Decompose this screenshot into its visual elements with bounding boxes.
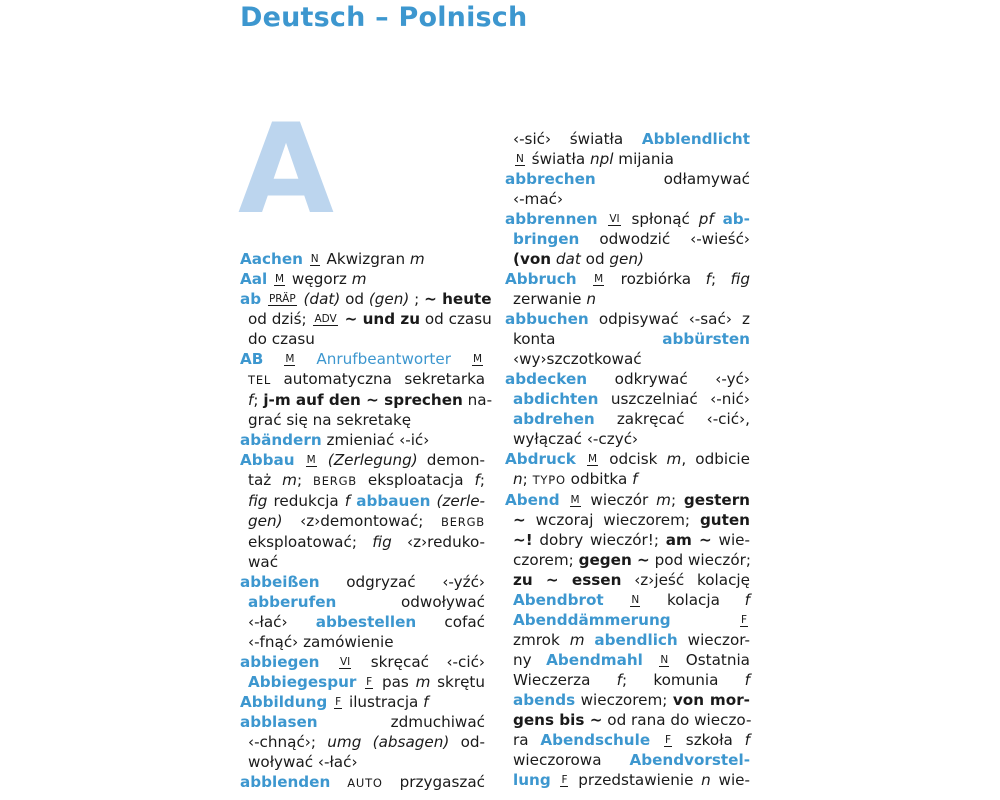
entry-line: bringen odwodzić ‹-wieść› [513, 230, 750, 248]
entry-line: abberufen odwoływać [248, 593, 485, 611]
entry-line: Abdruck M odcisk m, odbicie [505, 450, 750, 468]
entry-line: abbrechen odłamywać [505, 170, 750, 188]
entry-line: zu ~ essen ‹z›jeść kolację [513, 571, 750, 589]
entry-line: do czasu [248, 330, 315, 348]
entry-line: zmrok m abendlich wieczor- [513, 631, 751, 649]
headword: ab [240, 290, 262, 308]
entry-line: gens bis ~ od rana do wieczo- [513, 711, 752, 729]
headword: abdrehen [513, 410, 595, 428]
entry-line: abbeißen odgryzać ‹-yźć› [240, 573, 485, 591]
headword: abberufen [248, 593, 337, 611]
entry-line: ab PRÄP (dat) od (gen) ; ~ heute [240, 290, 492, 308]
entry-line: abends wieczorem; von mor- [513, 691, 750, 709]
headword: abblasen [240, 713, 318, 731]
gender-tag: N [310, 253, 319, 265]
entry-line: eksploatować; fig ‹z›reduko- [248, 533, 486, 551]
entry-line: TEL automatyczna sekretarka [248, 370, 485, 388]
entry-line: Abbruch M rozbiórka f; fig [505, 270, 750, 288]
entry-line: abblasen zdmuchiwać [240, 713, 485, 731]
entry-line: abblenden AUTO przygaszać [240, 773, 485, 791]
entry-line: ~! dobry wieczór!; am ~ wie- [513, 531, 750, 549]
dictionary-column-right [505, 129, 750, 790]
entry-line: wieczorowa Abendvorstel- [513, 751, 750, 769]
entry-line: ‹-łać› abbestellen cofać [248, 613, 485, 631]
dictionary-column-left [240, 249, 493, 793]
headword: abbuchen [505, 310, 589, 328]
entry-line: Abend M wieczór m; gestern [505, 491, 750, 509]
entry-line: abdichten uszczelniać ‹-nić› [513, 390, 750, 408]
entry-line: Aachen N Akwizgran m [240, 250, 425, 268]
entry-line: Aal M węgorz m [240, 270, 367, 288]
headword: Abdruck [505, 450, 576, 468]
entry-line: ‹-mać› [513, 190, 564, 208]
gender-tag: M [275, 273, 285, 285]
entry-line: Abenddämmerung F [513, 611, 747, 629]
headword: Abenddämmerung [513, 611, 671, 629]
headword: Abbruch [505, 270, 577, 288]
entry-line: abdrehen zakręcać ‹-cić›, [513, 410, 750, 428]
entry-line: ra Abendschule F szkoła f [513, 731, 750, 749]
headword: Abend [505, 491, 560, 509]
entry-line: Abbildung F ilustracja f [240, 693, 429, 711]
entry-line: ‹-chnąć›; umg (absagen) od- [248, 733, 485, 751]
headword: abbrennen [505, 210, 598, 228]
entry-line: fig redukcja f abbauen (zerle- [248, 492, 486, 510]
entry-line: Abbau M (Zerlegung) demon- [240, 451, 485, 469]
page-title: Deutsch – Polnisch [240, 2, 528, 33]
entry-line: grać się na sekretakę [248, 411, 412, 429]
entry-line: abbiegen VI skręcać ‹-cić› [240, 653, 486, 671]
pos-tag: PRÄP [268, 293, 296, 305]
headword: Abendmahl [546, 651, 643, 669]
headword: abdichten [513, 390, 599, 408]
entry-line: abändern zmieniać ‹-ić› [240, 431, 430, 449]
entry-line: Abendbrot N kolacja f [513, 591, 750, 609]
headword: Abbiegespur [248, 673, 357, 691]
headword: abbeißen [240, 573, 320, 591]
headword: abends [513, 691, 576, 709]
headword: abbestellen [315, 613, 417, 631]
entry-line: ‹-sić› światła Abblendlicht [513, 130, 750, 148]
entry-line: lung F przedstawienie n wie- [513, 771, 750, 789]
headword: Abbildung [240, 693, 328, 711]
entry-line: f; j-m auf den ~ sprechen na- [248, 391, 493, 409]
entry-line: Wieczerza f; komunia f [513, 671, 750, 689]
headword: abbrechen [505, 170, 596, 188]
entry-line: (von dat od gen) [513, 250, 644, 268]
headword: abdecken [505, 370, 588, 388]
entry-line: abbuchen odpisywać ‹-sać› z [505, 310, 750, 328]
headword: abbauen [356, 492, 431, 510]
entry-line: czorem; gegen ~ pod wieczór; [513, 551, 751, 569]
entry-line: wyłączać ‹-czyć› [513, 430, 639, 448]
entry-line: zerwanie n [513, 290, 596, 308]
headword: Abendschule [540, 731, 651, 749]
headword: Aachen [240, 250, 303, 268]
headword: Aal [240, 270, 268, 288]
headword: Abendvorstel- [629, 751, 750, 769]
entry-line: gen) ‹z›demontować; BERGB [248, 512, 485, 530]
entry-line: konta abbürsten [513, 330, 750, 348]
entry-line: n; TYPO odbitka f [513, 470, 638, 488]
entry-line: wać [248, 553, 279, 571]
entry-line: N światła npl mijania [516, 150, 674, 168]
pos-tag: ADV [314, 313, 337, 325]
headword: abendlich [594, 631, 678, 649]
section-letter: A [238, 98, 334, 242]
entry-line: ny Abendmahl N Ostatnia [513, 651, 750, 669]
headword: Abbau [240, 451, 295, 469]
headword: abbiegen [240, 653, 320, 671]
entry-line: od dziś; ADV ~ und zu od czasu [248, 310, 492, 328]
headword: AB [240, 350, 264, 368]
entry-line: taż m; BERGB eksploatacja f; [248, 471, 485, 489]
entry-line: AB M Anrufbeantworter M [240, 350, 483, 368]
headword: abändern [240, 431, 322, 449]
headword: abblenden [240, 773, 331, 791]
entry-line: ~ wczoraj wieczorem; guten [513, 511, 750, 529]
headword: abbürsten [662, 330, 750, 348]
entry-line: ‹wy›szczotkować [513, 350, 642, 368]
entry-line: Abbiegespur F pas m skrętu [248, 673, 486, 691]
headword: Abendbrot [513, 591, 604, 609]
entry-line: abbrennen VI spłonąć pf ab- [505, 210, 750, 228]
headword: Abblendlicht [641, 130, 750, 148]
entry-line: woływać ‹-łać› [248, 753, 358, 771]
entry-line: ‹-fnąć› zamówienie [248, 633, 394, 651]
entry-line: abdecken odkrywać ‹-yć› [505, 370, 750, 388]
